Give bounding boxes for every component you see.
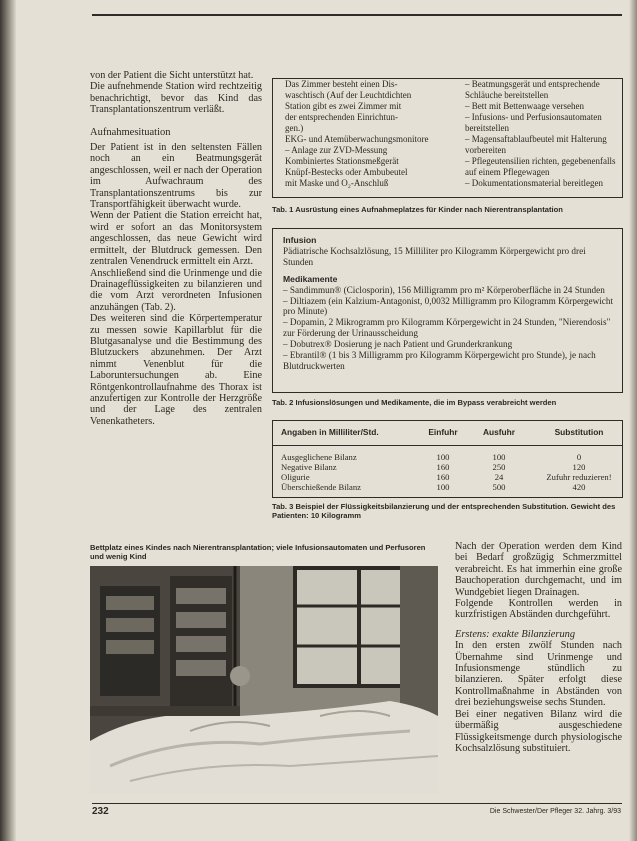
list-item: Das Zimmer besteht einen Dis- waschtisch (Auf der Leuchtdichten Station gibt es zwei Zimmer mit der entsprechenden Einrichtun- gen.)	[285, 79, 412, 133]
hospital-bed-photo	[90, 566, 438, 794]
table-3-header-row	[273, 427, 622, 441]
list-item: – Ebrantil® (1 bis 3 Milligramm pro Kilogramm Körpergewicht pro Stunde), je nach Blutdruckwerten	[283, 350, 596, 371]
list-item: – Dopamin, 2 Mikrogramm pro Kilogramm Körpergewicht in 24 Stunden, "Nierendosis" zur Förderung der Urinausscheidung	[283, 317, 611, 339]
table-header-cell: Angaben in Milliliter/Std.	[281, 427, 379, 437]
list-item: – Infusions- und Perfusionsautomaten bereitstellen	[465, 112, 602, 133]
list-item: – Anlage zur ZVD-Messung	[285, 145, 388, 155]
section-heading: Erstens: exakte Bilanzierung	[455, 628, 576, 640]
list-item: – Magensaftablaufbeutel mit Halterung vorbereiten	[465, 134, 607, 155]
table-1-caption: Tab. 1 Ausrüstung eines Aufnahmeplatzes für Kinder nach Nierentransplantation	[272, 205, 563, 214]
list-item: – Diltiazem (ein Kalzium-Antagonist, 0,0032 Milligramm pro Kilogramm Körpergewicht pro Minute)	[283, 295, 614, 317]
table-2-box	[272, 228, 623, 393]
bottom-rule	[92, 803, 622, 804]
table-header-cell: Substitution	[554, 427, 604, 437]
left-paragraph: Wenn der Patient die Station erreicht hat, wird er sofort an das Monitorsystem angeschlossen, das neue Gewicht wird ermittelt, der Blutdruck gemessen. Den zentralen Venendruck ermittelt ein Arzt.	[90, 210, 262, 268]
photo-caption: Bettplatz eines Kindes nach Nierentransplantation; viele Infusionsautomaten und Perfusoren und wenig Kind	[90, 543, 426, 561]
table-3-box	[272, 420, 623, 498]
table-3-header-divider	[273, 445, 622, 446]
journal-reference: Die Schwester/Der Pfleger 32. Jahrg. 3/93	[489, 808, 621, 815]
list-item: – Pflegeutensilien richten, gegebenenfalls auf einem Pflegewagen	[465, 156, 616, 177]
list-item: – Sandimmun® (Ciclosporin), 156 Milligramm pro m² Körperoberfläche in 24 Stunden	[283, 284, 605, 295]
right-paragraph: Nach der Operation werden dem Kind bei Bedarf großzügig Schmerzmittel verabreicht. Es hat immerhin eine große Bauchoperation durchgemacht, und im Wundgebiet liegen Drainagen.	[455, 541, 622, 598]
left-column	[90, 70, 262, 427]
table-header-cell: Einfuhr	[428, 427, 458, 437]
table-header-cell: Ausfuhr	[482, 427, 516, 437]
table-row: Oligurie 160 24 Zufuhr reduzieren!	[281, 472, 612, 482]
table-1-right-list	[465, 79, 617, 189]
page-edge-shadow	[629, 0, 637, 841]
table-1-box	[272, 78, 623, 198]
left-paragraph: Anschließend sind die Urinmenge und die Drainageflüssigkeiten zu bilanzieren und die vom Arzt verordneten Infusionen anzuhängen (Tab. 2).	[90, 267, 262, 313]
left-paragraph: Des weiteren sind die Körpertemperatur zu messen sowie Kapillarblut für die Blutgasanalyse und die Bestimmung des Blutzuckers abzunehmen. Der Arzt nimmt Venenblut für die Laboruntersuchungen ab. Eine Röntgenkontrollaufnahme des Thorax ist anzufertigen zur Kontrolle der Herzgröße und der Lage des zentralen Venenkatheters.	[90, 313, 262, 427]
table-1-left-list	[285, 79, 455, 189]
list-item: EKG- und Atemüberwachungsmonitore	[285, 134, 429, 144]
top-rule	[92, 14, 622, 16]
list-item: – Beatmungsgerät und entsprechende Schläuche bereitstellen	[465, 79, 600, 100]
table-2-infusion-text: Pädiatrische Kochsalzlösung, 15 Milliliter pro Kilogramm Körpergewicht pro drei Stunden	[283, 245, 586, 267]
table-row: Ausgeglichene Bilanz 100 100 0	[281, 452, 582, 462]
list-item: – Bett mit Bettenwaage versehen	[465, 101, 584, 111]
table-3-caption: Tab. 3 Beispiel der Flüssigkeitsbilanzierung und der entsprechenden Substitution. Gewicht des Patienten: 10 Kilogramm	[272, 502, 616, 520]
right-paragraph: Folgende Kontrollen werden in kurzfristigen Abständen durchgeführt.	[455, 598, 622, 621]
left-paragraph: Die aufnehmende Station wird rechtzeitig benachrichtigt, bevor das Kind das Transplantationszentrum verläßt.	[90, 81, 262, 116]
list-item: – Dobutrex® Dosierung je nach Patient und Grunderkrankung	[283, 339, 513, 350]
table-2-caption: Tab. 2 Infusionslösungen und Medikamente, die im Bypass verabreicht werden	[272, 398, 557, 407]
photo-illustration	[90, 566, 438, 794]
list-item: Kombiniertes Stationsmeßgerät Knüpf-Bestecks oder Ambubeutel mit Maske und O₂-Anschluß	[285, 156, 408, 188]
table-2-heading-medikamente: Medikamente	[283, 273, 338, 284]
book-spine-shadow	[0, 0, 16, 841]
left-paragraph: Der Patient ist in den seltensten Fällen noch an ein Beatmungsgerät angeschlossen, weil er nach der Operation im Aufwachraum des Transplantationszentrums bis zur Transportfähigkeit überwacht wurde.	[90, 142, 262, 211]
list-item: – Dokumentationsmaterial bereitlegen	[465, 178, 603, 188]
page-number: 232	[92, 806, 109, 817]
left-paragraph: von der Patient die Sicht unterstützt hat.	[90, 70, 254, 81]
right-paragraph: Bei einer negativen Bilanz wird die übermäßig ausgeschiedene Flüssigkeitsmenge durch physiologische Kochsalzlösung substituiert.	[455, 708, 622, 754]
table-row: Überschießende Bilanz 100 500 420	[281, 482, 586, 492]
right-paragraph: In den ersten zwölf Stunden nach Übernahme sind Urinmenge und Infusionsmenge stündlich zu bilanzieren. Später erfolgt diese Kontrollmaßnahme in Abständen von drei beziehungsweise sechs Stunden.	[455, 640, 622, 709]
table-2-heading-infusion: Infusion	[283, 235, 317, 245]
section-heading: Aufnahmesituation	[90, 126, 171, 138]
table-row: Negative Bilanz 160 250 120	[281, 462, 586, 472]
right-column	[455, 541, 622, 754]
